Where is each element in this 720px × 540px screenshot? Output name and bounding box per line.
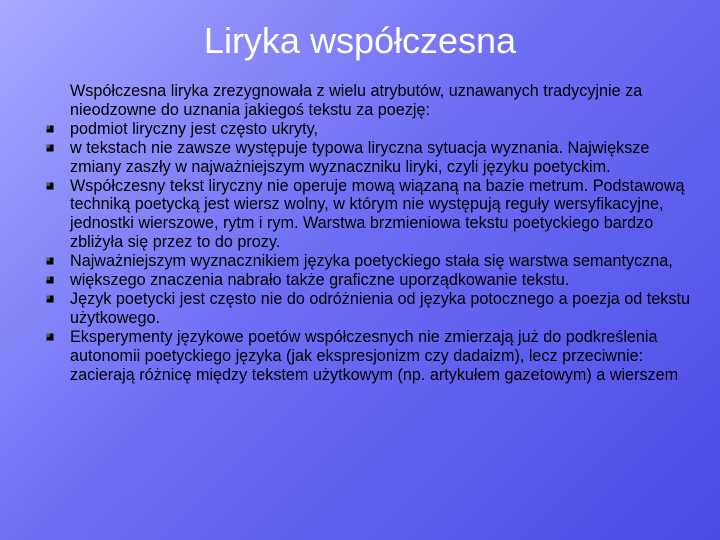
list-item: [46, 290, 696, 328]
bullet-text: Najważniejszym wyznacznikiem języka poetyckiego stała się warstwa semantyczna,: [70, 252, 673, 271]
square-bullet-icon: [46, 333, 54, 341]
bullet-text: Eksperymenty językowe poetów współczesnych nie zmierzają już do podkreślenia autonomii poetyckiego języka (jak ekspresjonizm czy dadaizm), lecz przeciwnie: zacierają różnicę między tekstem użytkowym (np. artykułem gazetowym) a wierszem: [70, 327, 679, 384]
list-item: [46, 139, 696, 177]
bullet-text: Współczesny tekst liryczny nie operuje mową wiązaną na bazie metrum. Podstawową techniką poetycką jest wiersz wolny, w którym nie występują reguły wersyfikacyjne, jednostki wierszowe, rytm i rym. Warstwa brzmieniowa tekstu poetyckiego bardzo zbliżyła się przez to do prozy.: [70, 176, 685, 252]
list-item: [46, 271, 696, 290]
bullet-text: większego znaczenia nabrało także graficzne uporządkowanie tekstu.: [70, 271, 570, 290]
square-bullet-icon: [46, 144, 54, 152]
bullet-text: w tekstach nie zawsze występuje typowa liryczna sytuacja wyznania. Największe zmiany zaszły w najważniejszym wyznaczniku liryki, czyli języku poetyckim.: [70, 138, 650, 176]
list-item: [46, 252, 696, 271]
square-bullet-icon: [46, 125, 54, 133]
square-bullet-icon: [46, 182, 54, 190]
list-item: [46, 177, 696, 253]
intro-paragraph: Współczesna liryka zrezygnowała z wielu atrybutów, uznawanych tradycyjnie za nieodzowne do uznania jakiegoś tekstu za poezję:: [70, 82, 643, 119]
list-item: [46, 120, 696, 139]
bullet-text: Język poetycki jest często nie do odróżnienia od języka potocznego a poezja od tekstu użytkowego.: [70, 289, 690, 327]
square-bullet-icon: [46, 295, 54, 303]
bullet-list: [46, 120, 696, 385]
square-bullet-icon: [46, 257, 54, 265]
list-item: [46, 328, 696, 385]
bullet-text: podmiot liryczny jest często ukryty,: [70, 119, 318, 138]
slide-content: [46, 82, 696, 385]
square-bullet-icon: [46, 276, 54, 284]
slide-title: Liryka współczesna: [203, 20, 517, 61]
